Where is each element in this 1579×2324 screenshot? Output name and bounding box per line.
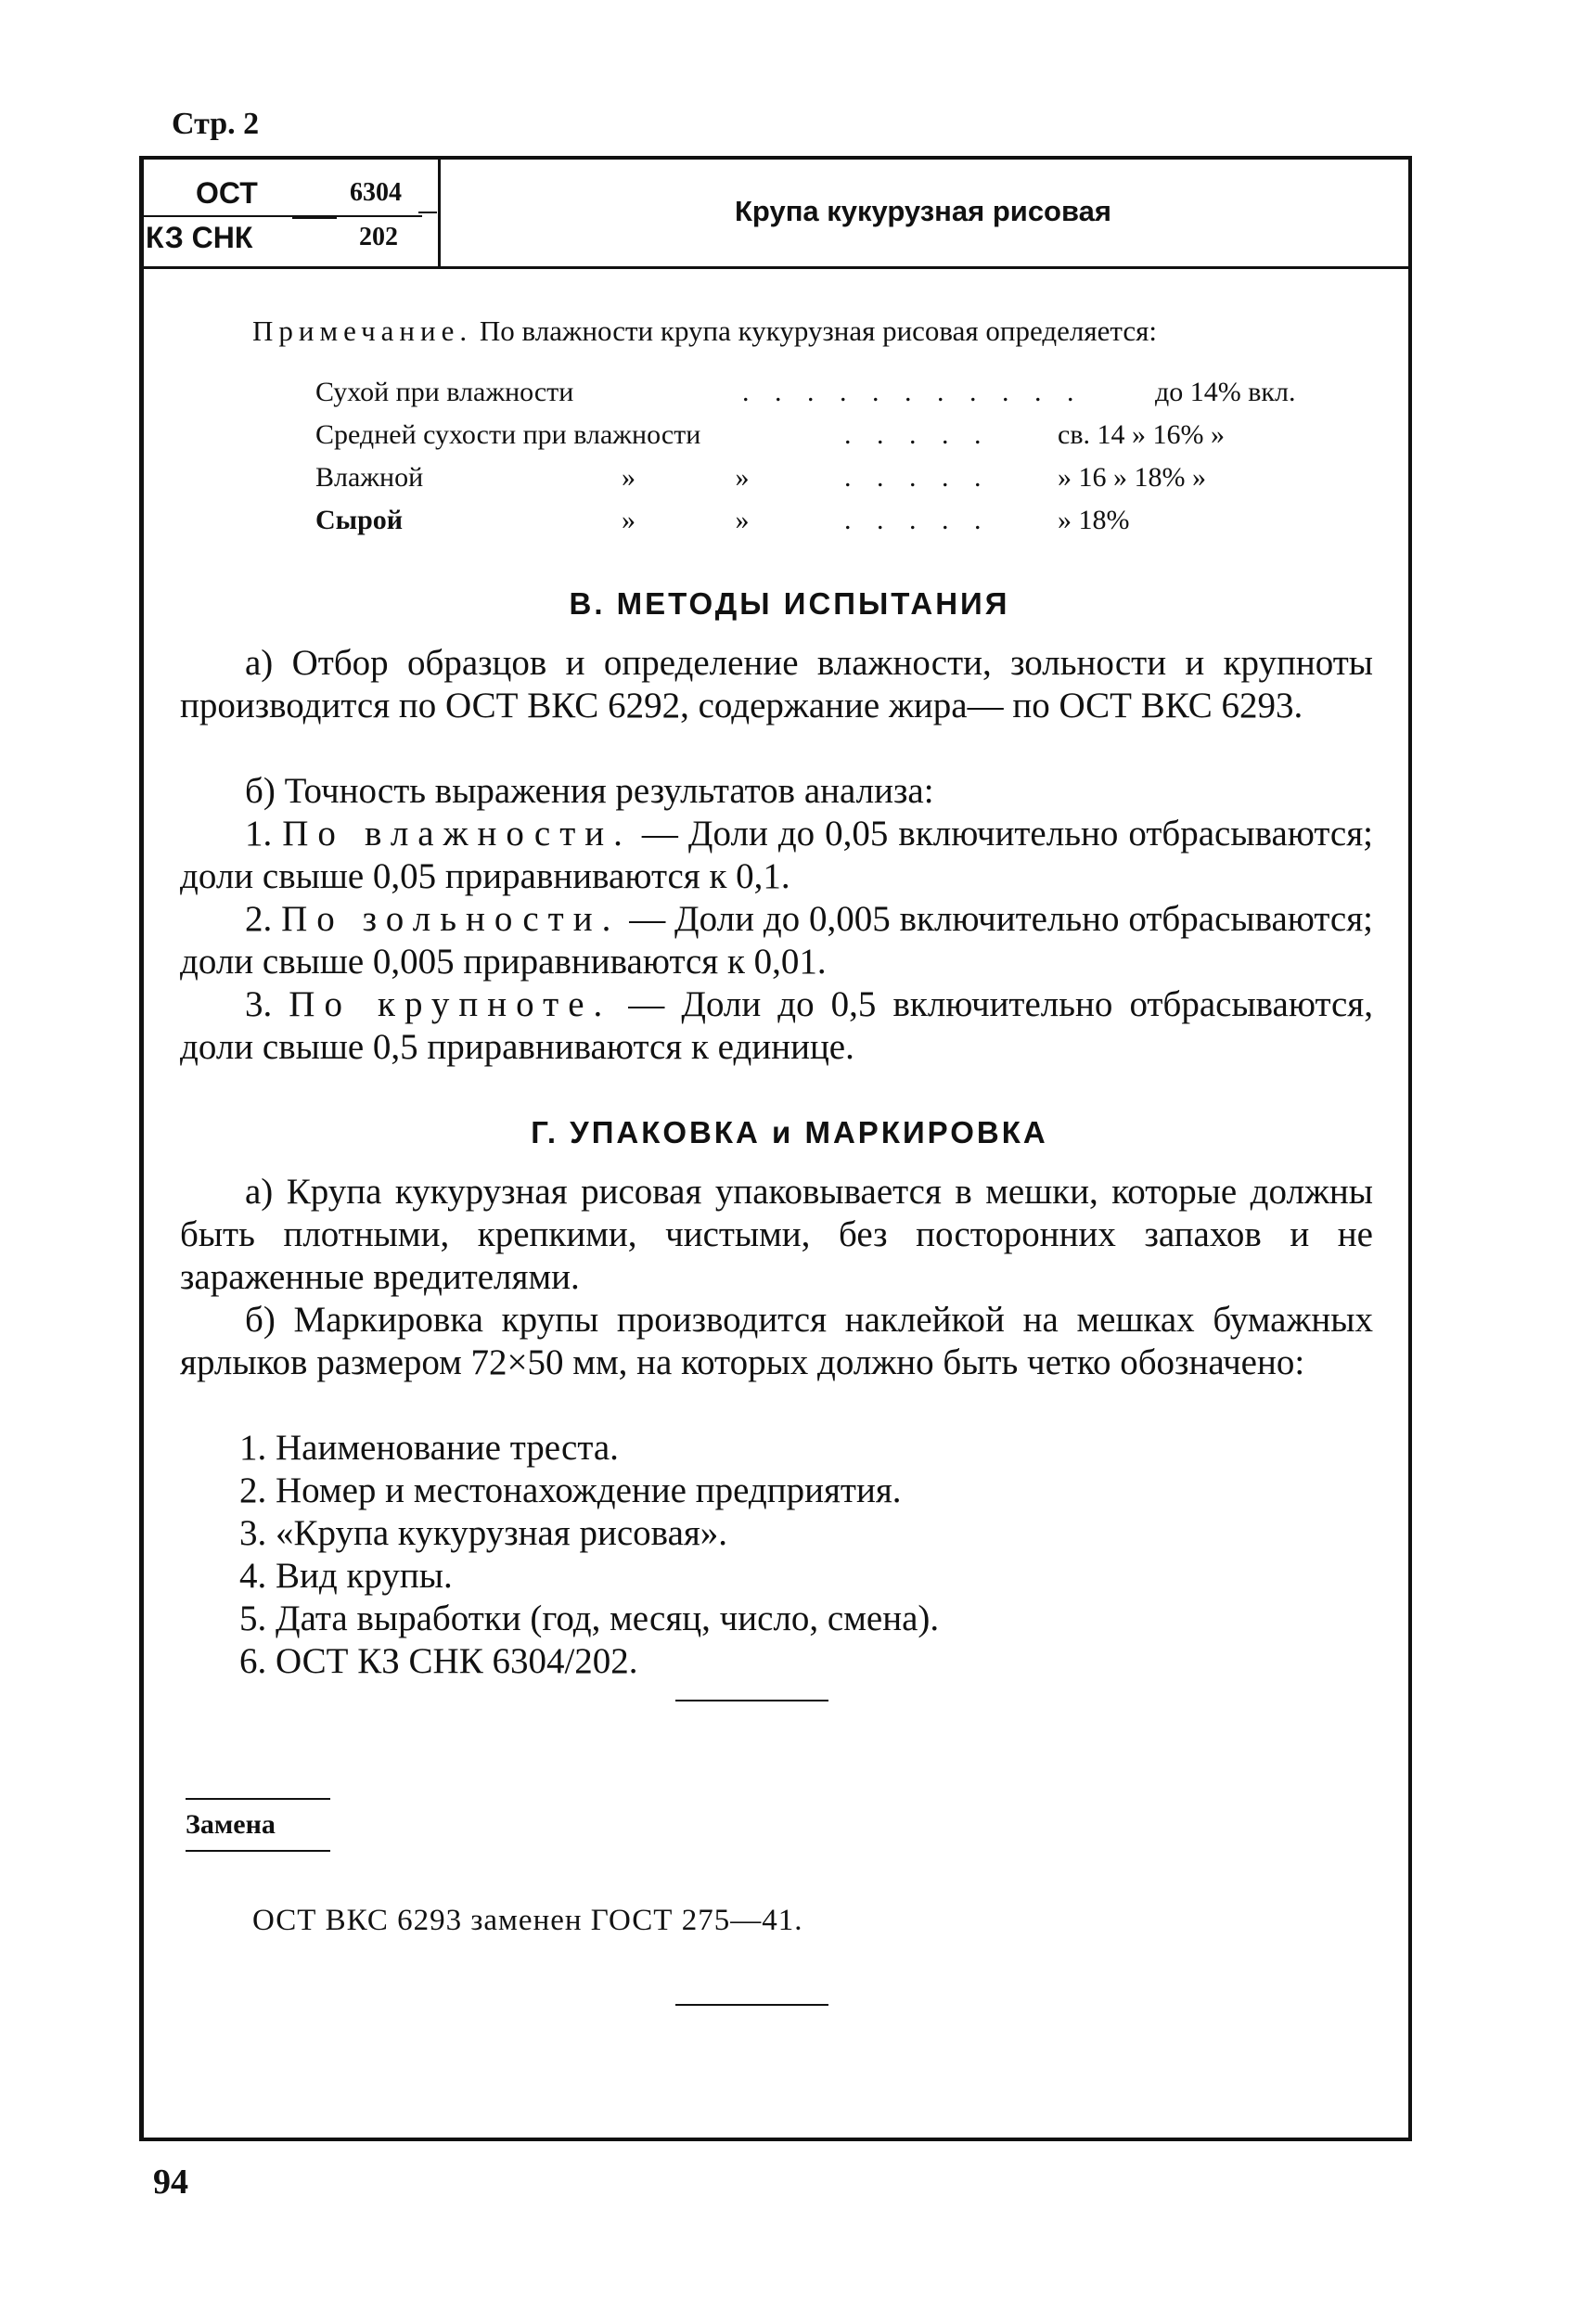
separator-line [186, 1798, 330, 1800]
moisture-value: » 16 » 18% » [1058, 462, 1206, 493]
moisture-row [315, 377, 1373, 419]
header-kz-snk: КЗ СНК [146, 221, 253, 254]
marking-list [239, 1427, 939, 1683]
note-text: По влажности крупа кукурузная рисовая определяется: [472, 315, 1157, 347]
header-number: 6304 [350, 178, 402, 207]
list-item: 5. Дата выработки (год, месяц, число, смена). [239, 1599, 940, 1638]
moisture-dots: . . . . . [844, 419, 991, 450]
moisture-row [315, 462, 1373, 505]
section-title-packing: Г. УПАКОВКА и МАРКИРОВКА [531, 1115, 1048, 1149]
moisture-dots: . . . . . [844, 505, 991, 535]
paragraph-sampling [180, 642, 1373, 727]
separator-line [186, 1850, 330, 1852]
item-number: 3. [245, 984, 273, 1024]
item-number: 2. [245, 899, 273, 939]
item-number: 1. [245, 814, 273, 854]
paragraph-accuracy [180, 770, 1373, 813]
item-label: По крупноте. [289, 984, 612, 1024]
page-number: 94 [153, 2163, 188, 2202]
paragraph-text: а) Отбор образцов и определение влажности, зольности и крупноты производится по ОСТ ВКС 6292, содержание жира— по ОСТ ВКС 6293. [180, 643, 1373, 725]
list-item: 3. «Крупа кукурузная рисовая». [239, 1513, 728, 1553]
accuracy-item [180, 983, 1373, 1069]
header-sub-number: 202 [359, 223, 398, 251]
moisture-value: св. 14 » 16% » [1058, 419, 1225, 450]
moisture-name: Сырой [315, 505, 404, 535]
document-title: Крупа кукурузная рисовая [735, 195, 1111, 227]
header-fraction-line [144, 215, 422, 217]
separator-line [675, 2004, 828, 2006]
header-dash [292, 217, 337, 219]
moisture-table [315, 377, 1373, 547]
note-label: Примечание. [252, 315, 473, 347]
paragraph-text: б) Маркировка крупы производится наклейкой на мешках бумажных ярлыков размером 72×50 мм, на которых должно быть четко обозначено: [180, 1300, 1373, 1382]
moisture-ditto: » » [622, 505, 750, 535]
header-dash [418, 212, 437, 213]
moisture-name: Сухой при влажности [315, 377, 574, 407]
moisture-value: до 14% вкл. [1155, 377, 1296, 407]
moisture-dots: . . . . . . . . . . . [742, 377, 1084, 407]
replacement-heading: Замена [186, 1809, 276, 1840]
paragraph-text: а) Крупа кукурузная рисовая упаковывается в мешки, которые должны быть плотными, крепкими, чистыми, без посторонних запахов и не зараженные вредителями. [180, 1172, 1373, 1297]
section-title-testing: В. МЕТОДЫ ИСПЫТАНИЯ [569, 586, 1010, 621]
item-label: По влажности. [282, 814, 632, 854]
moisture-name: Влажной [315, 462, 424, 493]
item-text: — Доли до 0,005 включительно отбрасываются; доли свыше 0,005 приравниваются к 0,01. [180, 899, 1374, 982]
moisture-name: Средней сухости при влажности [315, 419, 701, 450]
header-ost: ОСТ [196, 176, 258, 210]
moisture-ditto: » » [622, 462, 750, 493]
standard-code-box [144, 160, 441, 266]
accuracy-item [180, 898, 1373, 983]
moisture-value: » 18% [1058, 505, 1130, 535]
list-item: 4. Вид крупы. [239, 1556, 453, 1596]
moisture-dots: . . . . . [844, 462, 991, 493]
page-label: Стр. 2 [172, 107, 260, 141]
paragraph-packing [180, 1171, 1373, 1299]
moisture-row [315, 505, 1373, 547]
paragraph-text: б) Точность выражения результатов анализа: [245, 771, 934, 811]
separator-line [675, 1700, 828, 1701]
paragraph-marking [180, 1299, 1373, 1384]
note-intro [252, 314, 1366, 349]
item-text: — Доли до 0,5 включительно отбрасываются, доли свыше 0,5 приравниваются к единице. [180, 984, 1373, 1067]
accuracy-item [180, 813, 1373, 898]
list-item: 6. ОСТ КЗ СНК 6304/202. [239, 1641, 638, 1681]
item-label: По зольности. [281, 899, 621, 939]
document-header [144, 160, 1408, 269]
replacement-text: ОСТ ВКС 6293 заменен ГОСТ 275—41. [252, 1904, 803, 1937]
list-item: 1. Наименование треста. [239, 1428, 619, 1468]
item-text: — Доли до 0,05 включительно отбрасываются; доли свыше 0,05 приравниваются к 0,1. [180, 814, 1373, 896]
moisture-row [315, 419, 1373, 462]
list-item: 2. Номер и местонахождение предприятия. [239, 1470, 902, 1510]
